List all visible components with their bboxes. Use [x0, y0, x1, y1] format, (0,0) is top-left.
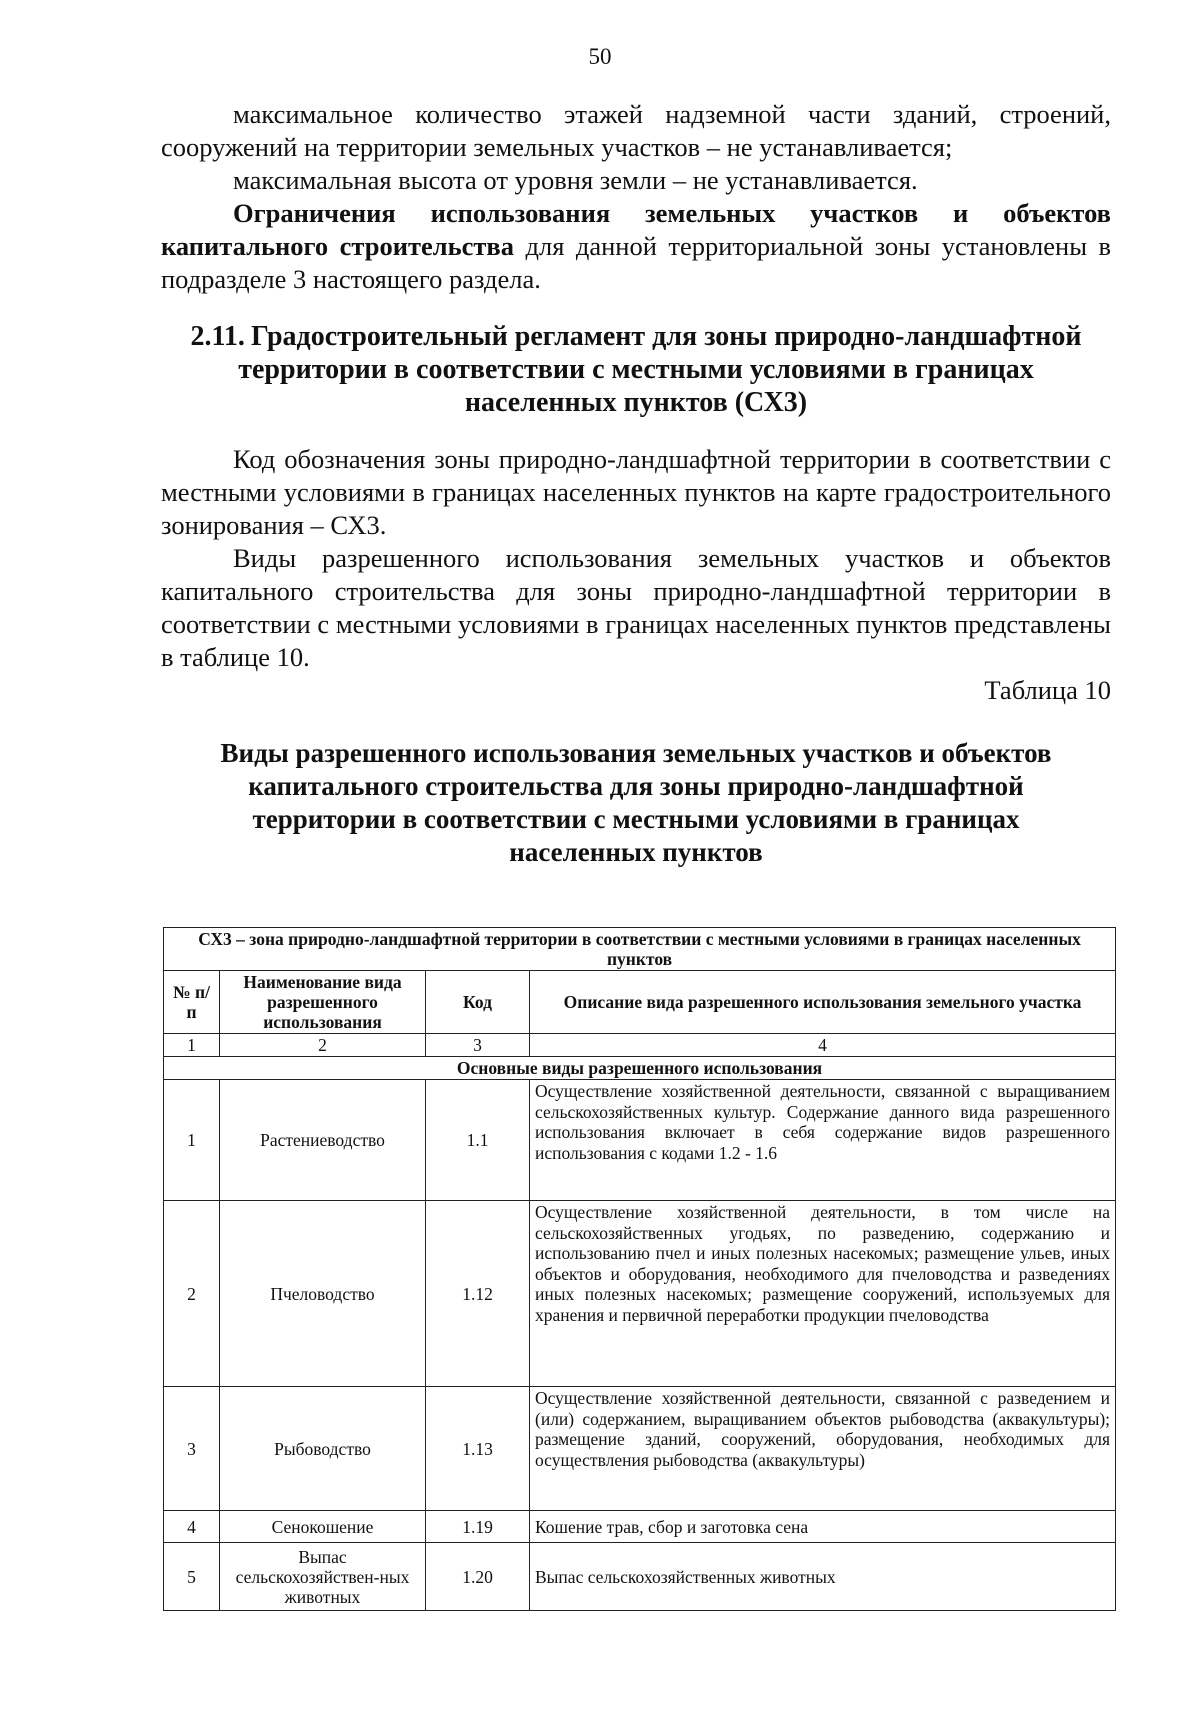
table-row — [164, 1201, 1116, 1387]
group-header-row — [164, 1057, 1116, 1080]
section-number: 2.11. — [190, 321, 245, 352]
col-header-code: Код — [426, 971, 530, 1034]
intro-line-floors: максимальное количество этажей надземной части зданий, строений, сооружений на территории земельных участков – не устанавливается; — [161, 99, 1111, 162]
table-row — [164, 1511, 1116, 1543]
row-code: 1.1 — [426, 1080, 530, 1201]
row-number: 1 — [164, 1080, 220, 1201]
page-number: 50 — [588, 44, 612, 69]
intro-line-height: максимальная высота от уровня земли – не устанавливается. — [233, 165, 918, 195]
row-code: 1.12 — [426, 1201, 530, 1387]
row-number: 4 — [164, 1511, 220, 1543]
row-description: Выпас сельскохозяйственных животных — [530, 1543, 1116, 1611]
row-description: Осуществление хозяйственной деятельности, связанной с выращиванием сельскохозяйственных культур. Содержание данного вида разрешенного использования включает в себя содержание видов разрешенного использования с кодами 1.2 - 1.6 — [530, 1080, 1116, 1201]
row-code: 1.13 — [426, 1387, 530, 1511]
group-header: Основные виды разрешенного использования — [164, 1057, 1116, 1080]
col-number: 3 — [426, 1034, 530, 1057]
row-use-name: Выпас сельскохозяйствен-ных животных — [220, 1543, 426, 1611]
table-label: Таблица 10 — [984, 675, 1111, 705]
restrictions-bold-text: Ограничения использования земельных участков и объектов капитального строительства — [161, 198, 1111, 261]
row-use-name: Рыбоводство — [220, 1387, 426, 1511]
table-row — [164, 1080, 1116, 1201]
intro-restrictions — [161, 197, 1111, 296]
row-description: Осуществление хозяйственной деятельности, связанной с разведением и (или) содержанием, выращиванием объектов рыбоводства (аквакультуры); размещение зданий, сооружений, оборудования, необходимых для осуществления рыбоводства (аквакультуры) — [530, 1387, 1116, 1511]
col-number: 4 — [530, 1034, 1116, 1057]
section-title — [161, 320, 1111, 419]
col-header-name: Наименование вида разрешенного использования — [220, 971, 426, 1034]
row-description: Кошение трав, сбор и заготовка сена — [530, 1511, 1116, 1543]
row-use-name: Растениеводство — [220, 1080, 426, 1201]
row-description: Осуществление хозяйственной деятельности, в том числе на сельскохозяйственных угодьях, по разведению, содержанию и использованию пчел и иных полезных насекомых; размещение ульев, иных объектов и оборудования, необходимого для пчеловодства и разведениях иных полезных насекомых; размещение сооружений, используемых для хранения и первичной переработки продукции пчеловодства — [530, 1201, 1116, 1387]
table-row — [164, 1543, 1116, 1611]
col-number: 1 — [164, 1034, 220, 1057]
row-use-name: Пчеловодство — [220, 1201, 426, 1387]
zone-header-row — [164, 928, 1116, 971]
row-use-name: Сенокошение — [220, 1511, 426, 1543]
row-code: 1.20 — [426, 1543, 530, 1611]
land-use-table — [163, 927, 1116, 1611]
table-title: Виды разрешенного использования земельных участков и объектов капитального строительства для зоны природно-ландшафтной территории в соответствии с местными условиями в границах населенных пунктов — [220, 738, 1052, 867]
column-number-row — [164, 1034, 1116, 1057]
document-body — [161, 98, 1111, 869]
col-header-num: № п/п — [164, 971, 220, 1034]
table-row — [164, 1387, 1116, 1511]
col-number: 2 — [220, 1034, 426, 1057]
zone-header: СХ3 – зона природно-ландшафтной территории в соответствии с местными условиями в границах населенных пунктов — [164, 928, 1116, 971]
restrictions-text: для данной территориальной зоны установлены в подразделе 3 настоящего раздела. — [161, 231, 1111, 294]
row-number: 2 — [164, 1201, 220, 1387]
row-number: 5 — [164, 1543, 220, 1611]
section-paragraph-uses: Виды разрешенного использования земельных участков и объектов капитального строительства для зоны природно-ландшафтной территории в соответствии с местными условиями в границах населенных пунктов представлены в таблице 10. — [161, 543, 1111, 672]
section-title-text: Градостроительный регламент для зоны природно-ландшафтной территории в соответствии с местными условиями в границах населенных пунктов (СХ3) — [238, 321, 1082, 418]
row-number: 3 — [164, 1387, 220, 1511]
row-code: 1.19 — [426, 1511, 530, 1543]
section-paragraph-code: Код обозначения зоны природно-ландшафтной территории в соответствии с местными условиями в границах населенных пунктов на карте градостроительного зонирования – СХ3. — [161, 444, 1111, 540]
col-header-desc: Описание вида разрешенного использования земельного участка — [530, 971, 1116, 1034]
column-header-row — [164, 971, 1116, 1034]
